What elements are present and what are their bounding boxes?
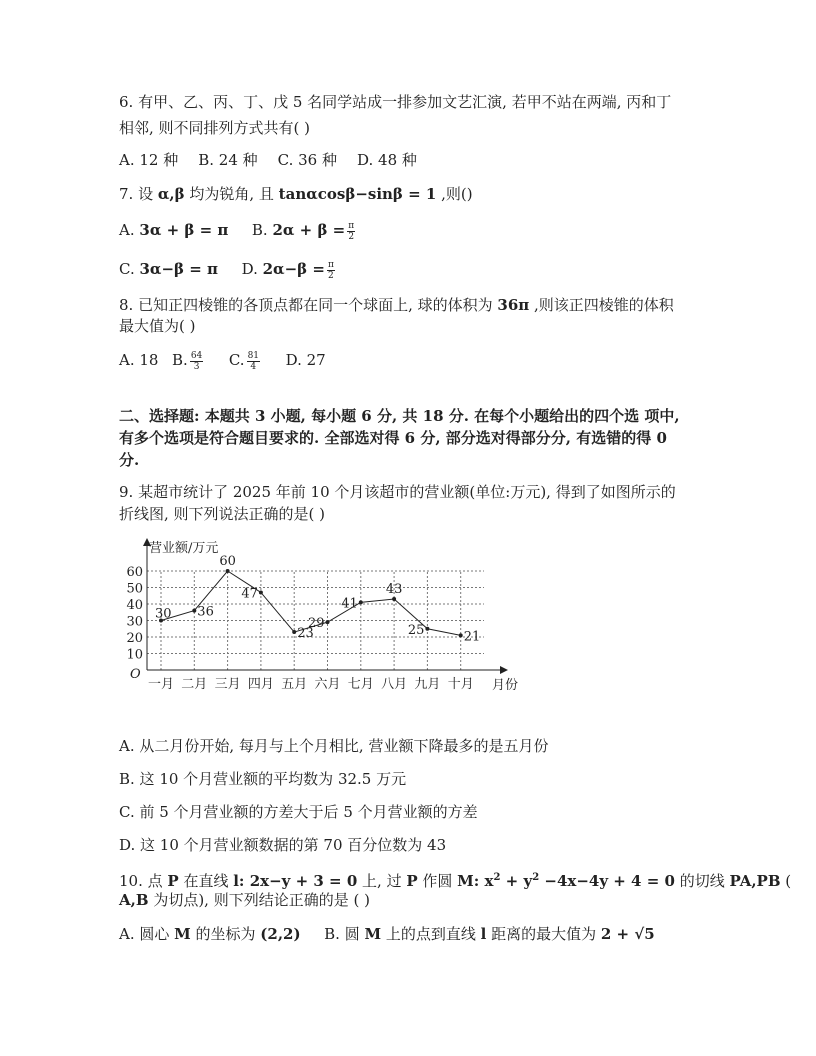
x-tick-label: 十月: [447, 677, 474, 692]
q7-options-ab: [119, 220, 357, 242]
y-tick-label: 10: [126, 647, 143, 663]
data-point: [226, 569, 230, 573]
x-tick-label: 一月: [147, 677, 175, 692]
q7-prefix: 7. 设: [119, 185, 158, 203]
q8-stem-line1: [119, 295, 674, 315]
q10-option-b-value: 2 +: [600, 925, 635, 943]
x-tick-label: 三月: [214, 677, 241, 692]
data-label: 23: [297, 626, 314, 642]
data-label: 30: [155, 606, 172, 622]
fraction-numerator: π: [348, 220, 355, 231]
q7-suffix: ,则(): [436, 185, 473, 203]
q8-stem-line2: 最大值为( ): [119, 317, 196, 335]
x-axis-arrow: [500, 666, 508, 674]
q10-circle-part: −4x−4y + 4 = 0: [539, 872, 675, 890]
q8-prefix: 8. 已知正四棱锥的各顶点都在同一个球面上, 球的体积为: [119, 296, 498, 314]
fraction-numerator: 81: [247, 350, 260, 361]
data-label: 25: [407, 622, 425, 638]
x-tick-label: 六月: [314, 677, 341, 692]
section2-line1: 二、选择题: 本题共 3 小题, 每小题 6 分, 共 18 分. 在每个小题给出的四个选 项中,: [119, 407, 680, 425]
data-label: 21: [463, 629, 481, 645]
q10-option-b-m: M: [364, 925, 382, 943]
data-point: [392, 597, 396, 601]
q7-option-a-label: A.: [119, 221, 135, 239]
q9-stem-line2: 折线图, 则下列说法正确的是( ): [119, 505, 326, 523]
q8-option-a: A. 18: [119, 351, 159, 369]
q10-circle-part: + y: [500, 872, 533, 890]
q7-option-b-math: 2α + β =: [272, 221, 346, 239]
q10-option-b-root: √5: [634, 925, 655, 943]
q7-stem: [119, 184, 473, 204]
q7-equation: tanαcosβ−sinβ = 1: [278, 185, 437, 203]
fraction-numerator: π: [327, 259, 334, 270]
data-label: 43: [385, 582, 403, 598]
q10-option-b-part: 上的点到直线: [381, 925, 481, 943]
x-tick-label: 八月: [381, 677, 408, 692]
data-point: [459, 633, 463, 637]
q9-option-a: A. 从二月份开始, 每月与上个月相比, 营业额下降最多的是五月份: [119, 737, 549, 755]
data-point: [425, 627, 429, 631]
revenue-line-chart: [118, 534, 528, 700]
q6-option-c: C. 36 种: [277, 151, 337, 169]
y-tick-label: 40: [126, 598, 143, 613]
q10-part: 的切线: [674, 872, 730, 890]
q10-tangents: PA,PB: [729, 872, 781, 890]
fraction-numerator: 64: [190, 350, 203, 361]
q9-option-c: C. 前 5 个月营业额的方差大于后 5 个月营业额的方差: [119, 803, 478, 821]
q8-suffix: ,则该正四棱锥的体积: [529, 296, 674, 314]
q10-stem-line1: [119, 868, 791, 891]
q10-part: (: [780, 872, 792, 890]
q7-option-b-label: B.: [251, 221, 268, 239]
data-point: [359, 600, 363, 604]
data-point: [192, 609, 196, 613]
q10-stem-line2: [119, 890, 370, 910]
q6-option-b: B. 24 种: [198, 151, 258, 169]
x-tick-label: 五月: [281, 677, 308, 692]
q10-point-p: P: [406, 872, 418, 890]
q10-option-a-part: A. 圆心: [119, 925, 175, 943]
fraction-denominator: 2: [348, 231, 355, 242]
q6-option-a: A. 12 种: [119, 151, 179, 169]
q7-option-d-fraction: [327, 260, 335, 281]
q6-option-d: D. 48 种: [357, 151, 417, 169]
q9-option-d: D. 这 10 个月营业额数据的第 70 百分位数为 43: [119, 836, 447, 854]
q9-stem-line1: 9. 某超市统计了 2025 年前 10 个月该超市的营业额(单位:万元), 得到了如图所示的: [119, 483, 676, 501]
data-point: [259, 590, 263, 594]
section2-line3: 分.: [119, 451, 140, 469]
x-tick-labels: [148, 676, 474, 692]
q7-option-c-label: C.: [119, 260, 135, 278]
data-label: 60: [219, 554, 236, 569]
q8-options: [119, 350, 326, 372]
q7-mid: 均为锐角, 且: [184, 185, 279, 203]
y-tick-label: 20: [126, 631, 143, 646]
data-point: [292, 630, 296, 634]
q8-option-b-fraction: [190, 351, 203, 372]
x-tick-label: 七月: [347, 677, 374, 692]
x-tick-label: 九月: [414, 677, 441, 692]
y-tick-label: 50: [126, 581, 143, 597]
q7-alpha-beta: α,β: [157, 185, 185, 203]
data-label: 47: [241, 586, 258, 602]
q10-line-equation: l: 2x−y + 3 = 0: [233, 872, 358, 890]
q10-part: 作圆: [417, 872, 458, 890]
section2-line2: 有多个选项是符合题目要求的. 全部选对得 6 分, 部分选对得部分分, 有选错的得 0: [119, 429, 667, 447]
fraction-denominator: 3: [193, 361, 200, 372]
x-tick-label: 二月: [181, 677, 208, 692]
fraction-denominator: 2: [328, 270, 334, 281]
q10-tangent-points: A,B: [119, 891, 149, 909]
x-axis-title: 月份: [492, 678, 519, 693]
q8-option-d: D. 27: [285, 351, 326, 369]
q10-option-a-part: 的坐标为: [190, 925, 261, 943]
q9-option-b: B. 这 10 个月营业额的平均数为 32.5 万元: [119, 770, 407, 788]
q10-option-b-part: 距离的最大值为: [486, 925, 601, 943]
q10-options: [119, 924, 655, 944]
q10-circle-part: M: x: [457, 872, 494, 890]
data-label: 29: [307, 616, 325, 632]
q8-option-c-label: C.: [228, 351, 245, 369]
q7-option-d-label: D.: [241, 260, 258, 278]
q10-option-b-l: l: [480, 925, 487, 943]
q10-part: 上, 过: [357, 872, 407, 890]
data-label: 36: [197, 604, 214, 620]
q10-part: 10. 点: [119, 872, 168, 890]
y-tick-label: 60: [126, 565, 143, 580]
q10-option-b-part: B. 圆: [324, 925, 365, 943]
q10-exponent: 2: [493, 872, 501, 883]
q7-option-b-fraction: [347, 221, 355, 242]
q10-circle-equation: [457, 872, 675, 890]
y-tick-label: 30: [126, 614, 143, 630]
data-label: 41: [341, 596, 358, 612]
y-tick-labels: [126, 565, 143, 663]
q8-volume: 36π: [497, 296, 530, 314]
q7-option-c-math: 3α−β = π: [139, 260, 219, 278]
q10-part: 在直线: [178, 872, 234, 890]
q6-stem-line1: 6. 有甲、乙、丙、丁、戊 5 名同学站成一排参加文艺汇演, 若甲不站在两端, 丙和丁: [119, 93, 672, 111]
data-point: [326, 620, 330, 624]
q10-point-p: P: [167, 872, 179, 890]
q8-option-c-fraction: [247, 351, 260, 372]
q10-exponent: 2: [532, 872, 540, 883]
q10-option-a-coord: (2,2): [260, 925, 301, 943]
x-tick-label: 四月: [247, 677, 274, 692]
q10-part: 为切点), 则下列结论正确的是 ( ): [148, 891, 370, 909]
q8-option-b-label: B.: [172, 351, 188, 369]
y-axis-title: 营业额/万元: [149, 541, 219, 556]
q6-stem-line2: 相邻, 则不同排列方式共有( ): [119, 119, 311, 137]
q7-options-cd: [119, 259, 337, 281]
fraction-denominator: 4: [250, 361, 257, 372]
q6-options: [119, 150, 437, 170]
q7-option-a-math: 3α + β = π: [139, 221, 229, 239]
q10-option-a-m: M: [174, 925, 191, 943]
origin-label: O: [130, 667, 141, 682]
q7-option-d-math: 2α−β =: [262, 260, 325, 278]
